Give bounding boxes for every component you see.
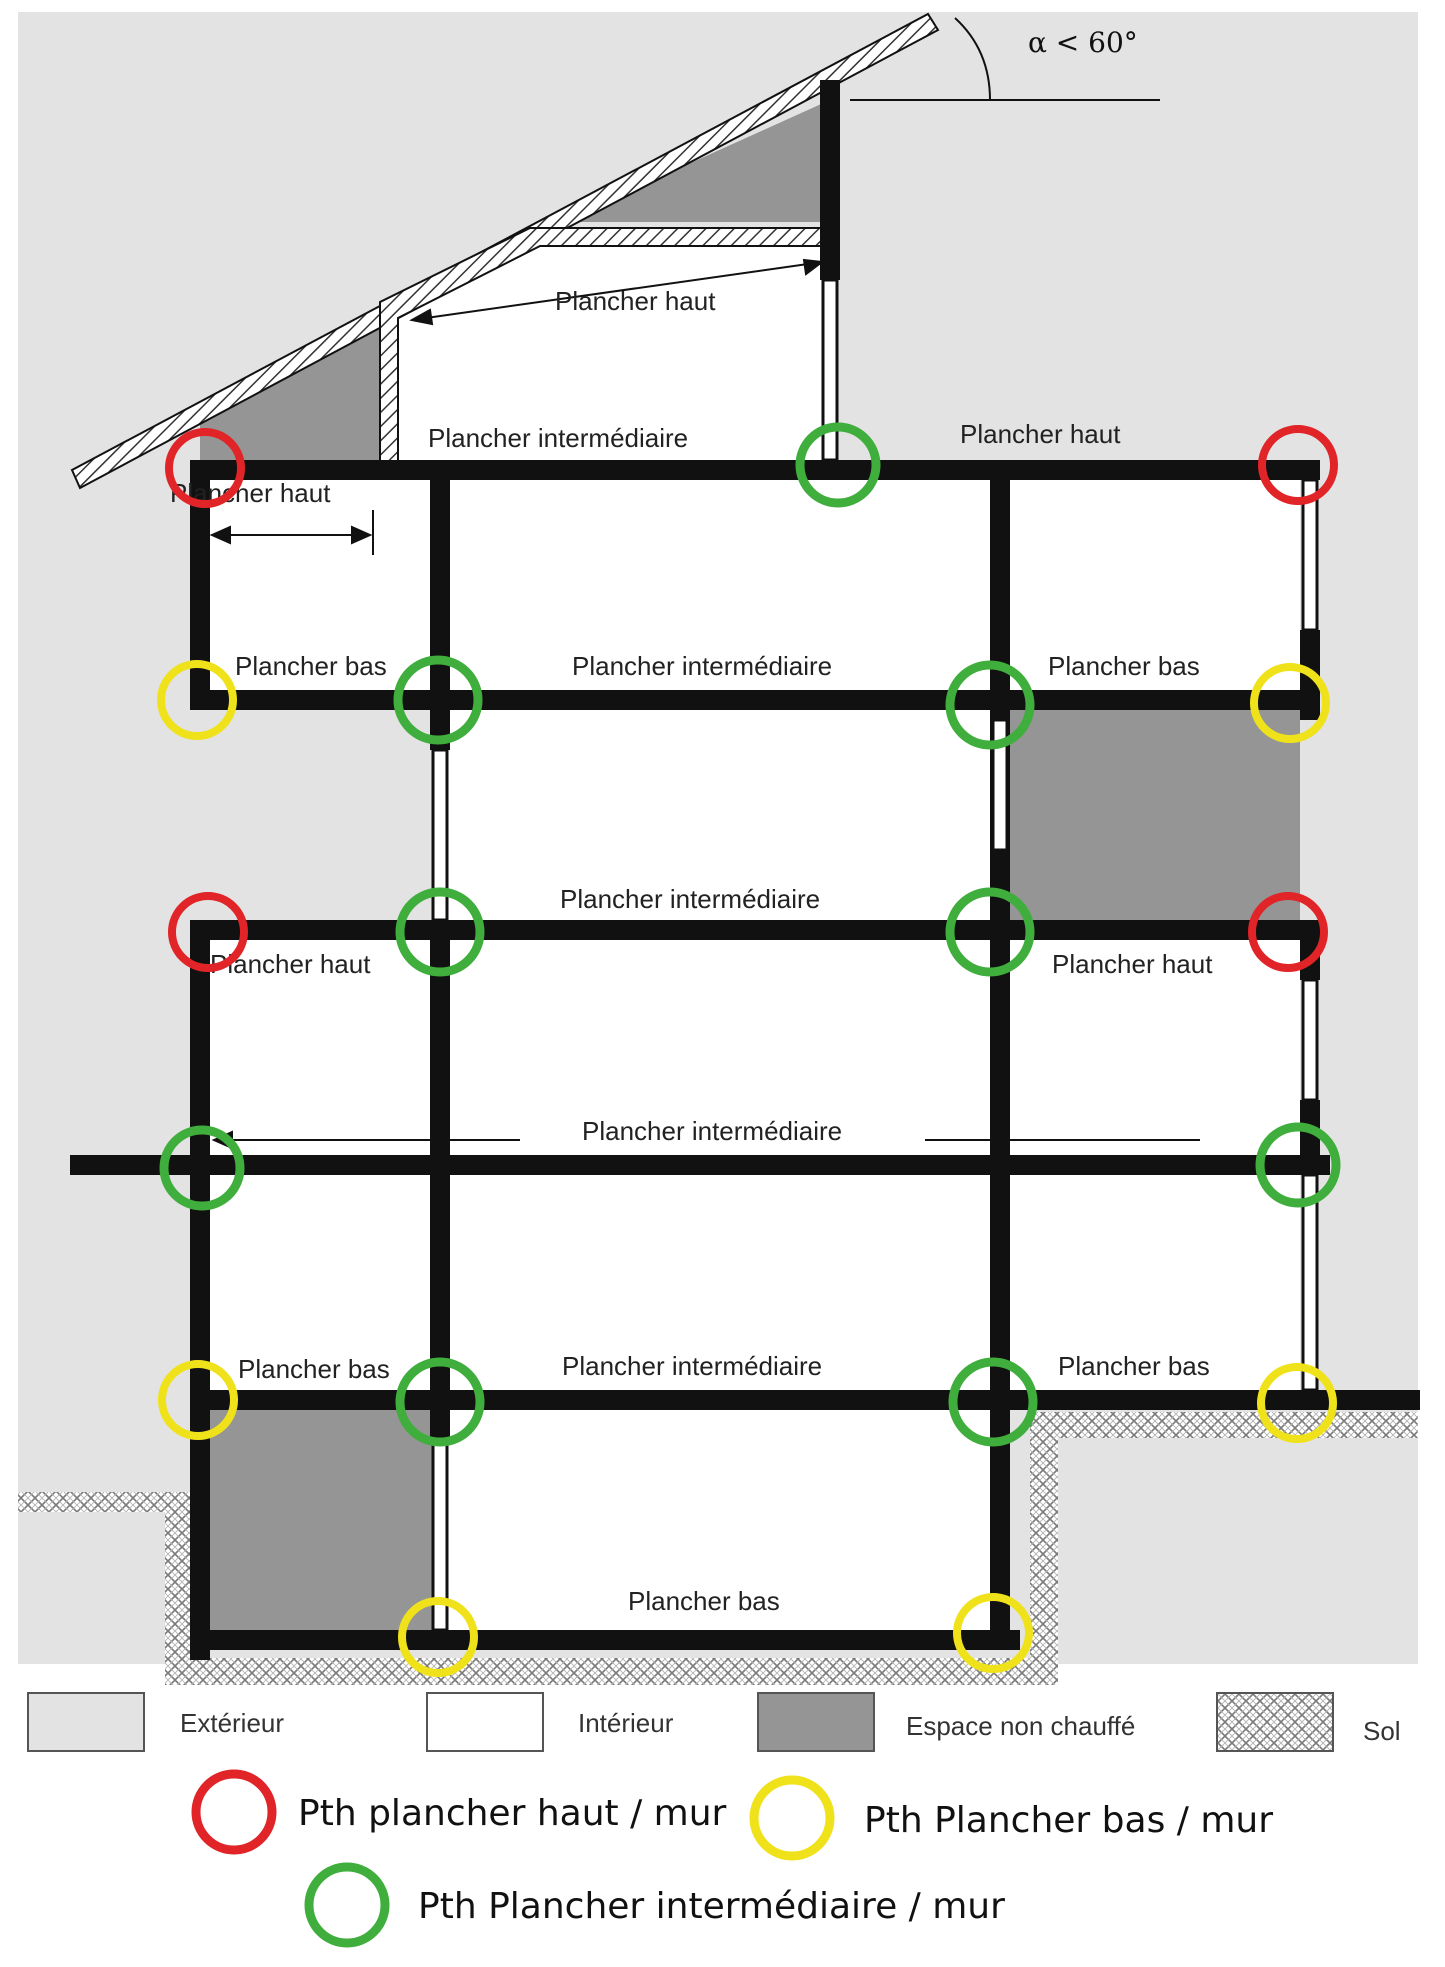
legend-green-label: Pth Plancher intermédiaire / mur [418, 1886, 1005, 1927]
label-left-haut-top: Plancher haut [170, 478, 331, 508]
legend-label-exterieur: Extérieur [180, 1708, 285, 1738]
label-l2-bas-right: Plancher bas [1048, 651, 1200, 681]
label-bottom-bas: Plancher bas [628, 1586, 780, 1616]
legend-zones [28, 1693, 1401, 1751]
legend-swatch-interieur [427, 1693, 543, 1751]
label-l3-haut-right: Plancher haut [1052, 949, 1213, 979]
label-attic-haut: Plancher haut [555, 286, 716, 316]
label-l2-bas-left: Plancher bas [235, 651, 387, 681]
legend-green-circle [309, 1867, 385, 1943]
angle-label: α < 60° [1028, 26, 1138, 59]
label-l3-haut-left: Plancher haut [210, 949, 371, 979]
label-l4-inter: Plancher intermédiaire [582, 1116, 843, 1146]
label-roof-inter: Plancher intermédiaire [428, 423, 689, 453]
legend-swatch-exterieur [28, 1693, 144, 1751]
legend-yellow-circle [754, 1780, 830, 1856]
legend-label-non-chauffe: Espace non chauffé [906, 1711, 1136, 1741]
label-right-haut-top: Plancher haut [960, 419, 1121, 449]
label-l3-inter: Plancher intermédiaire [560, 884, 821, 914]
legend-label-sol: Sol [1363, 1716, 1401, 1746]
legend-red-label: Pth plancher haut / mur [298, 1793, 727, 1834]
legend-label-interieur: Intérieur [578, 1708, 674, 1738]
legend-markers [196, 1774, 1273, 1943]
legend-red-circle [196, 1774, 272, 1850]
label-l5-bas-right: Plancher bas [1058, 1351, 1210, 1381]
label-l5-inter: Plancher intermédiaire [562, 1351, 823, 1381]
legend-swatch-sol [1217, 1693, 1333, 1751]
legend-yellow-label: Pth Plancher bas / mur [864, 1800, 1274, 1841]
label-l5-bas-left: Plancher bas [238, 1354, 390, 1384]
label-l2-inter: Plancher intermédiaire [572, 651, 833, 681]
legend-swatch-non-chauffe [758, 1693, 874, 1751]
